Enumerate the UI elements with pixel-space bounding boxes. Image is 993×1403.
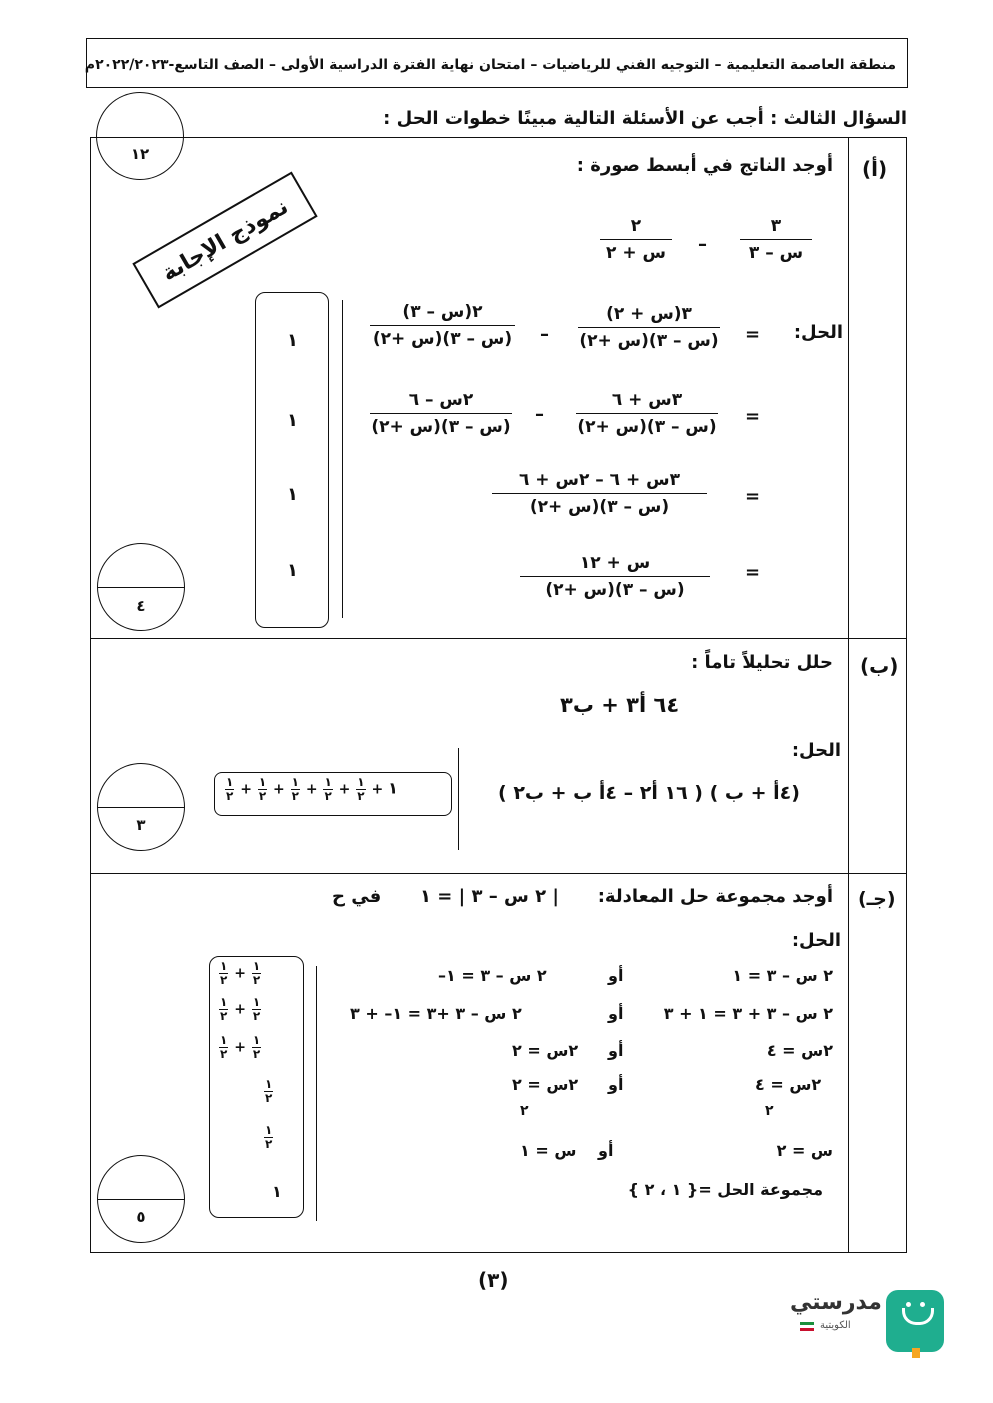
part-b-prompt: حلل تحليلاً تاماً : (691, 652, 833, 673)
part-c-equation: | ٢ س – ٣ | = ١ (420, 886, 559, 907)
part-a-s4-frac: س + ١٢ (س – ٣)(س +٢) (520, 553, 710, 600)
part-c-r2-left: ٢ س – ٣ +٣ = ١– + ٣ (350, 1004, 522, 1023)
part-c-r3-or: أو (608, 1041, 624, 1060)
part-a-marks-divider (342, 300, 343, 618)
label-column-divider (848, 137, 849, 1253)
part-a-s1-minus: – (540, 324, 549, 345)
part-a-s2-minus: – (535, 404, 544, 425)
part-a-minus: – (698, 234, 707, 255)
header-title: منطقة العاصمة التعليمية – التوجيه الفني للرياضيات – امتحان نهاية الفترة الدراسية الأولى – الصف التاسع-٢٠٢٢/٢٠٢٣م (84, 57, 896, 73)
logo-name: مدرستي (790, 1290, 882, 1315)
part-c-solution-set: مجموعة الحل ={ ١ ، ٢ } (627, 1180, 823, 1199)
part-a-mark-4: ١ (287, 560, 298, 581)
part-a-mark-3: ١ (287, 484, 298, 505)
part-a-s1-frac-a: ٣(س + ٢) (س – ٣)(س +٢) (579, 304, 719, 351)
row-divider-bc (90, 873, 907, 874)
part-c-solution-label: الحل: (791, 930, 841, 951)
part-c-r5-or: أو (598, 1141, 614, 1160)
part-c-mark-row-1: ١ ٢ + ١ ٢ (220, 959, 261, 987)
part-b-score: ٣ (136, 816, 146, 834)
part-c-r1-right: ٢ س – ٣ = ١ (732, 966, 833, 985)
stamp-text: نموذج الإجابة (157, 193, 293, 287)
part-a-s2-frac-b: ٢س – ٦ (س – ٣)(س +٢) (371, 390, 511, 437)
part-c-mark-row-6: ١ (272, 1182, 282, 1201)
part-c-score: ٥ (136, 1208, 146, 1226)
part-c-r1-left: ٢ س – ٣ = ١– (438, 966, 547, 985)
part-c-mark-row-5: ١ ٢ (265, 1123, 273, 1151)
logo (780, 1288, 950, 1360)
part-b-solution-label: الحل: (791, 740, 841, 761)
part-c-r4-right-den: ٢ (765, 1103, 774, 1119)
page-number: (٣) (478, 1268, 509, 1292)
part-c-prompt: أوجد مجموعة حل المعادلة: (597, 886, 833, 907)
logo-badge-icon (886, 1290, 944, 1352)
part-a-prompt: أوجد الناتج في أبسط صورة : (576, 155, 833, 176)
part-c-r2-or: أو (608, 1004, 624, 1023)
logo-flag-icon (800, 1322, 814, 1331)
part-a-label: (أ) (862, 157, 888, 181)
answer-key-stamp (132, 171, 317, 308)
part-c-r4-or: أو (608, 1075, 624, 1094)
part-c-mark-row-3: ١ ٢ + ١ ٢ (220, 1033, 261, 1061)
part-a-mark-2: ١ (287, 410, 298, 431)
part-a-eq-4: = (745, 562, 761, 583)
part-a-eq-2: = (745, 406, 761, 427)
part-c-r4-left: ٢س = ٢ (512, 1075, 579, 1094)
part-b-score-circle (97, 763, 185, 851)
part-c-r2-right: ٢ س – ٣ + ٣ = ١ + ٣ (663, 1004, 833, 1023)
part-a-eq-1: = (745, 324, 761, 345)
part-c-mark-row-2: ١ ٢ + ١ ٢ (220, 995, 261, 1023)
part-c-r1-or: أو (608, 966, 624, 985)
logo-sub: الكويتية (820, 1320, 851, 1331)
row-divider-ab (90, 638, 907, 639)
part-a-s3-frac: ٣س + ٦ – ٢س + ٦ (س – ٣)(س +٢) (492, 470, 707, 517)
part-b-marks-divider (458, 748, 459, 850)
table-bottom (90, 1252, 907, 1253)
part-c-r3-right: ٢س = ٤ (766, 1041, 833, 1060)
part-a-frac2: ٢ س + ٢ (600, 216, 672, 263)
total-score: ١٢ (130, 145, 150, 163)
question-title: السؤال الثالث : أجب عن الأسئلة التالية مبينًا خطوات الحل : (383, 108, 907, 129)
part-a-s1-frac-b: ٢(س – ٣) (س – ٣)(س +٢) (370, 302, 515, 349)
part-b-marks: ١ ٢ + ١ ٢ + ١ ٢ + ١ ٢ + ١ ٢ + ١ (226, 775, 398, 803)
part-c-r5-right: س = ٢ (776, 1141, 833, 1160)
part-b-expression: ٦٤ أ٣ + ب٣ (560, 693, 680, 717)
part-a-score: ٤ (136, 597, 146, 615)
part-a-mark-1: ١ (287, 330, 298, 351)
part-c-r4-left-den: ٢ (520, 1103, 529, 1119)
part-c-score-circle (97, 1155, 185, 1243)
part-a-eq-3: = (745, 486, 761, 507)
part-a-score-circle (97, 543, 185, 631)
part-b-label: (ب) (860, 654, 899, 678)
part-c-mark-row-4: ١ ٢ (265, 1077, 273, 1105)
part-a-frac1: ٣ س – ٣ (740, 216, 812, 263)
table-right (906, 137, 907, 1253)
table-left (90, 137, 91, 1253)
part-c-marks-divider (316, 966, 317, 1221)
total-score-circle (96, 92, 184, 180)
part-c-r3-left: ٢س = ٢ (512, 1041, 579, 1060)
part-c-in-set: في ح (332, 886, 382, 907)
part-a-s2-frac-a: ٣س + ٦ (س – ٣)(س +٢) (577, 390, 717, 437)
table-top (90, 137, 907, 138)
part-a-solution-label: الحل: (793, 322, 843, 343)
part-b-answer: (٤أ + ب ) ( ١٦ أ٢ – ٤أ ب + ب٢ ) (498, 782, 800, 804)
part-c-label: (جـ) (858, 888, 896, 910)
part-c-r4-right: ٢س = ٤ (755, 1075, 822, 1094)
part-c-r5-left: س = ١ (520, 1141, 577, 1160)
